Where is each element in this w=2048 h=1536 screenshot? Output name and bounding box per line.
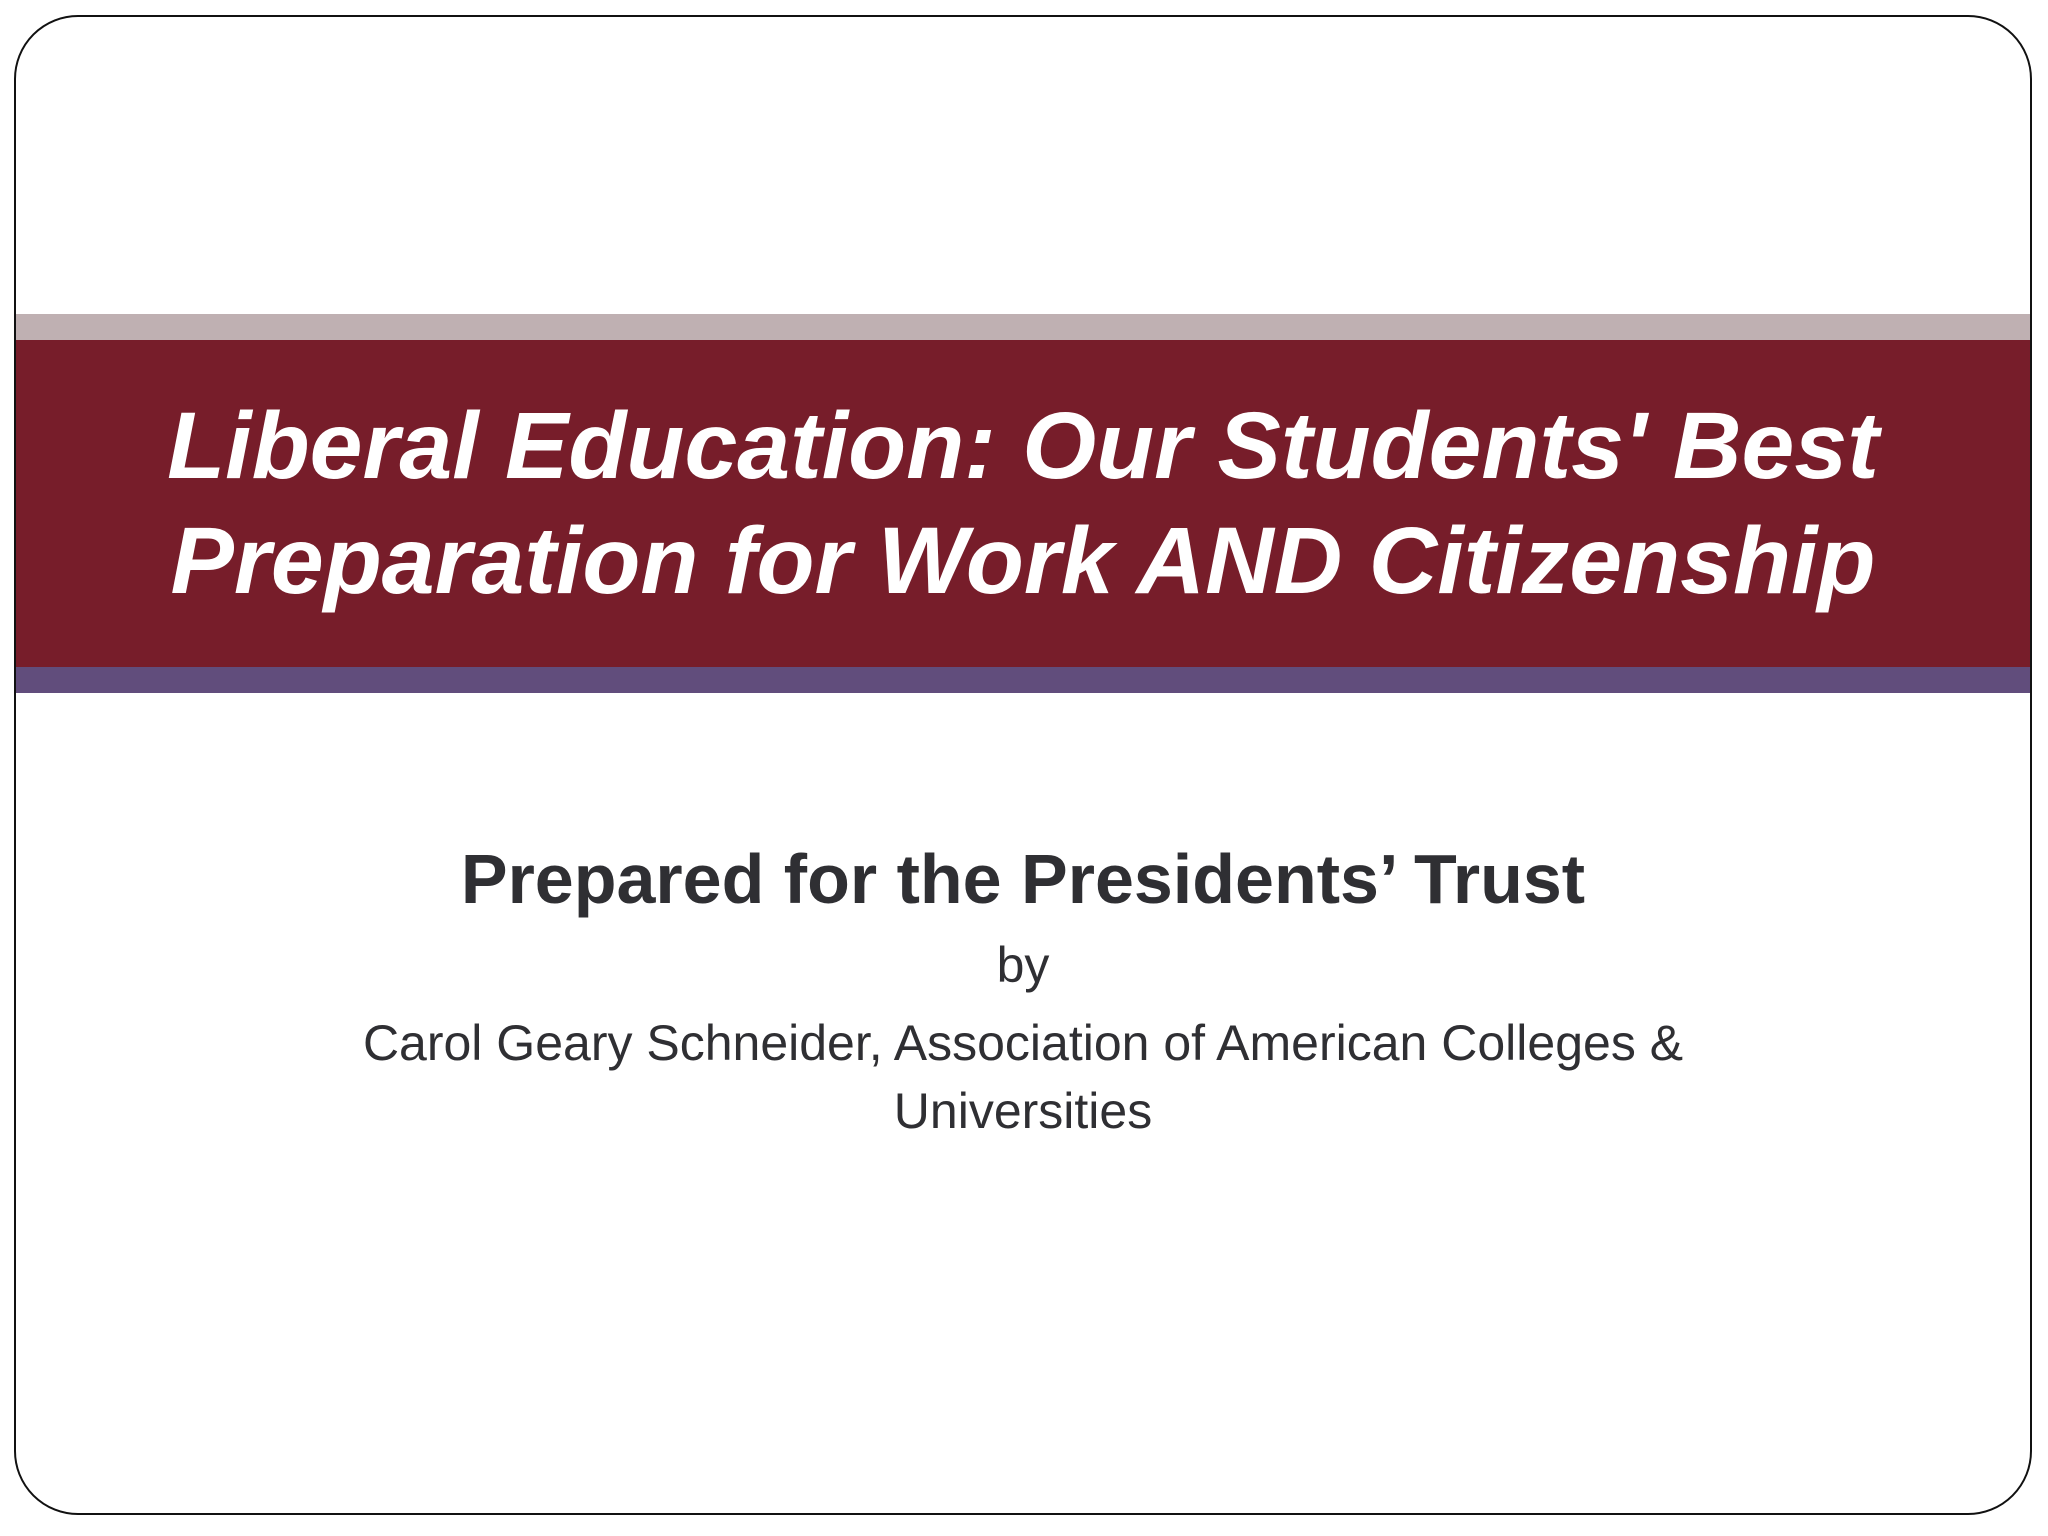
author-line: Carol Geary Schneider, Association of American Colleges & Universities (362, 1015, 1684, 1139)
title-band-top-stripe (16, 314, 2030, 340)
slide-title: Liberal Education: Our Students' Best Preparation for Work AND Citizenship (167, 392, 1879, 614)
title-band-bottom-stripe (16, 667, 2030, 693)
title-band (16, 340, 2030, 667)
by-line: by (996, 937, 1050, 993)
slide-subtitle: Prepared for the Presidents’ Trust (460, 840, 1586, 918)
slide (14, 15, 2032, 1515)
subtitle-block (16, 837, 2030, 1145)
